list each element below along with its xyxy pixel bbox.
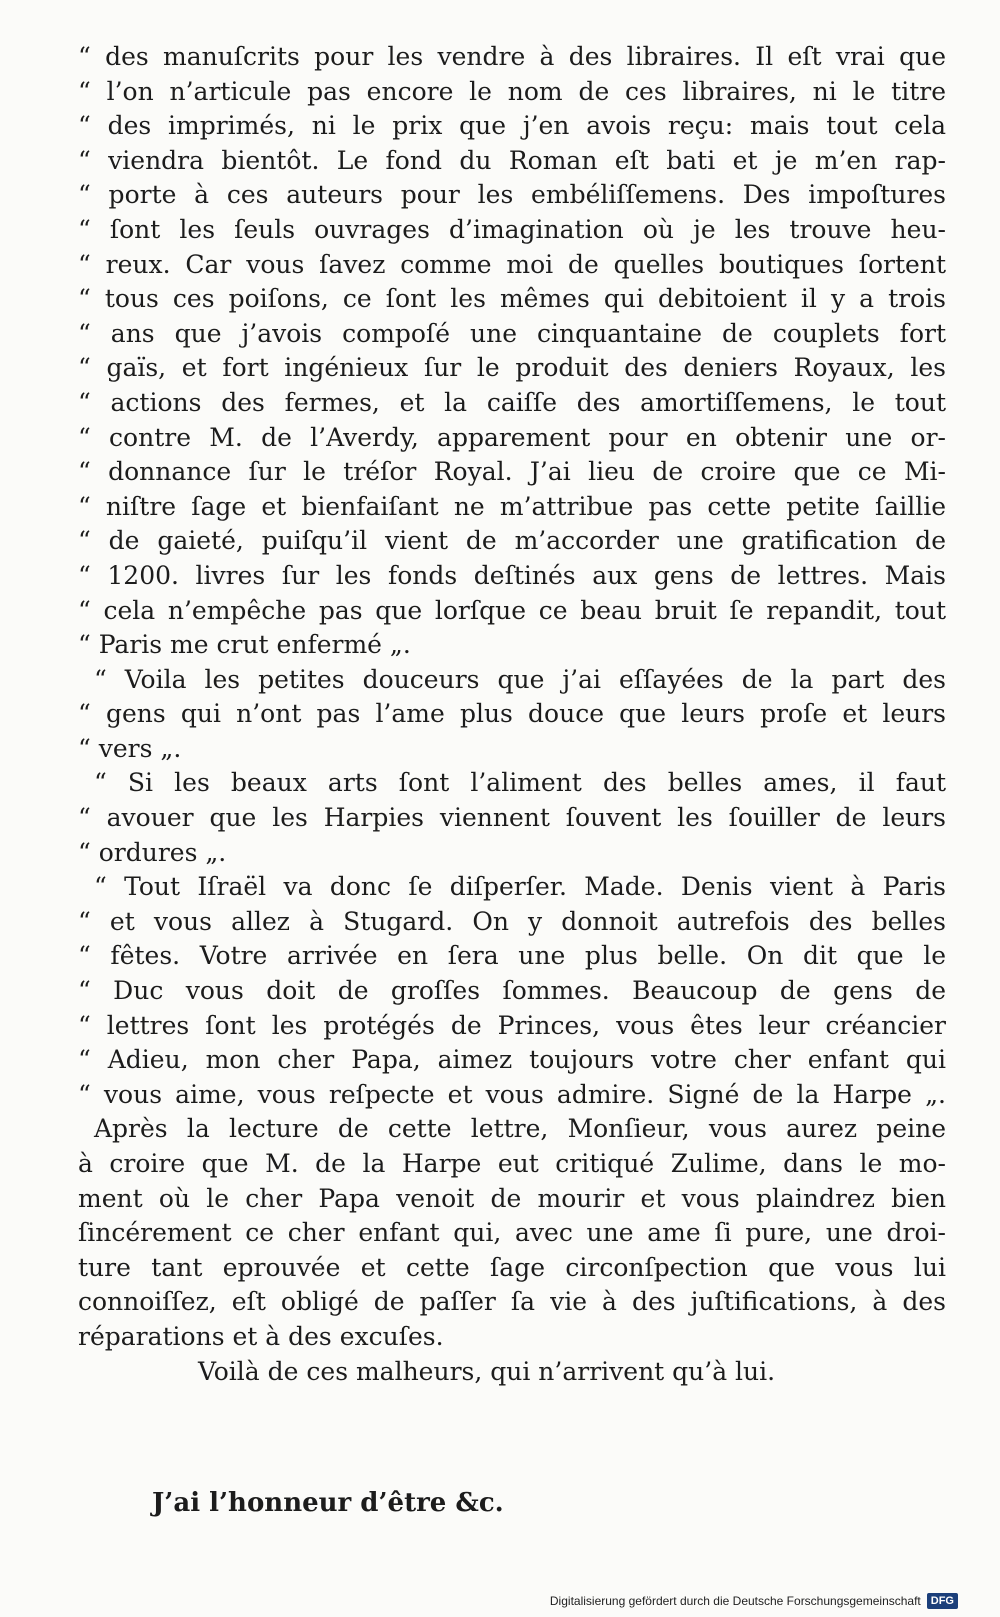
text-line: “ Paris me crut enfermé „. bbox=[78, 630, 411, 660]
text-line: “ gaïs, et fort ingénieux ſur le produit des deniers Royaux, les bbox=[78, 353, 946, 383]
text-line: “ viendra bientôt. Le fond du Roman eſt bati et je m’en rap- bbox=[78, 145, 946, 175]
body-text bbox=[78, 40, 946, 1389]
text-line: “ fêtes. Votre arrivée en ſera une plus belle. On dit que le bbox=[78, 941, 946, 971]
text-line: “ 1200. livres ſur les fonds deſtinés aux gens de lettres. Mais bbox=[78, 560, 946, 590]
text-line: “ avouer que les Harpies viennent ſouvent les ſouiller de leurs bbox=[78, 803, 946, 833]
text-line: “ donnance ſur le tréſor Royal. J’ai lieu de croire que ce Mi- bbox=[78, 457, 946, 487]
digitization-credit bbox=[550, 1591, 958, 1611]
text-line: “ tous ces poiſons, ce ſont les mêmes qui debitoient il y a trois bbox=[78, 284, 946, 314]
text-line: “ Duc vous doit de groſſes ſommes. Beaucoup de gens de bbox=[78, 976, 946, 1006]
text-line: “ de gaieté, puiſqu’il vient de m’accorder une gratification de bbox=[78, 526, 946, 556]
text-line: “ ans que j’avois compoſé une cinquantaine de couplets fort bbox=[78, 318, 946, 348]
text-line: “ des manuſcrits pour les vendre à des libraires. Il eſt vrai que bbox=[78, 42, 946, 71]
text-line: “ cela n’empêche pas que lorſque ce beau bruit ſe repandit, tout bbox=[78, 595, 946, 625]
credit-text: Digitalisierung gefördert durch die Deutsche Forschungsgemeinschaft bbox=[549, 1594, 921, 1608]
text-line: “ reux. Car vous ſavez comme moi de quelles boutiques ſortent bbox=[78, 249, 946, 279]
text-line: à croire que M. de la Harpe eut critiqué Zulime, dans le mo- bbox=[78, 1149, 946, 1178]
text-line: réparations et à des excuſes. bbox=[78, 1321, 444, 1351]
text-line: ture tant eprouvée et cette ſage circonſpection que vous lui bbox=[78, 1252, 946, 1282]
text-line: ſincérement ce cher enfant qui, avec une ame ſi pure, une droi- bbox=[78, 1218, 946, 1248]
text-line: “ Si les beaux arts ſont l’aliment des belles ames, il faut bbox=[94, 768, 946, 798]
text-line: “ Voila les petites douceurs que j’ai eſſayées de la part des bbox=[94, 664, 946, 694]
text-line: “ l’on n’articule pas encore le nom de ces libraires, ni le titre bbox=[78, 76, 946, 106]
text-line: “ gens qui n’ont pas l’ame plus douce que leurs proſe et leurs bbox=[78, 699, 946, 729]
text-line: “ niſtre ſage et bienfaiſant ne m’attribue pas cette petite ſaillie bbox=[78, 491, 946, 521]
text-line: connoiſſez, eſt obligé de paſſer ſa vie à des juſtifications, à des bbox=[78, 1287, 946, 1317]
text-line: “ lettres ſont les protégés de Princes, vous êtes leur créancier bbox=[78, 1010, 946, 1040]
dfg-logo-icon: DFG bbox=[927, 1593, 958, 1609]
text-line: “ ſont les ſeuls ouvrages d’imagination où je les trouve heu- bbox=[78, 214, 946, 244]
text-line: “ actions des fermes, et la caiſſe des amortiſſemens, le tout bbox=[78, 387, 946, 417]
closing-line: J’ai l’honneur d’être &c. bbox=[152, 1488, 504, 1518]
text-line: “ vous aime, vous reſpecte et vous admire. Signé de la Harpe „. bbox=[78, 1079, 946, 1109]
text-line: ment où le cher Papa venoit de mourir et vous plaindrez bien bbox=[78, 1183, 946, 1213]
text-line: “ ordures „. bbox=[78, 837, 227, 867]
text-line: “ et vous allez à Stugard. On y donnoit autrefois des belles bbox=[78, 906, 946, 936]
text-line: “ Tout Iſraël va donc ſe diſperſer. Made. Denis vient à Paris bbox=[94, 872, 946, 902]
text-line: “ contre M. de l’Averdy, apparement pour en obtenir une or- bbox=[78, 422, 946, 452]
text-line: “ vers „. bbox=[78, 733, 182, 763]
text-line: Après la lecture de cette lettre, Monſieur, vous aurez peine bbox=[94, 1114, 946, 1144]
text-line: Voilà de ces malheurs, qui n’arrivent qu’à lui. bbox=[198, 1356, 776, 1386]
text-line: “ porte à ces auteurs pour les embéliſſemens. Des impoſtures bbox=[78, 180, 946, 210]
text-line: “ des imprimés, ni le prix que j’en avois reçu: mais tout cela bbox=[78, 111, 946, 141]
text-line: “ Adieu, mon cher Papa, aimez toujours votre cher enfant qui bbox=[78, 1045, 946, 1075]
